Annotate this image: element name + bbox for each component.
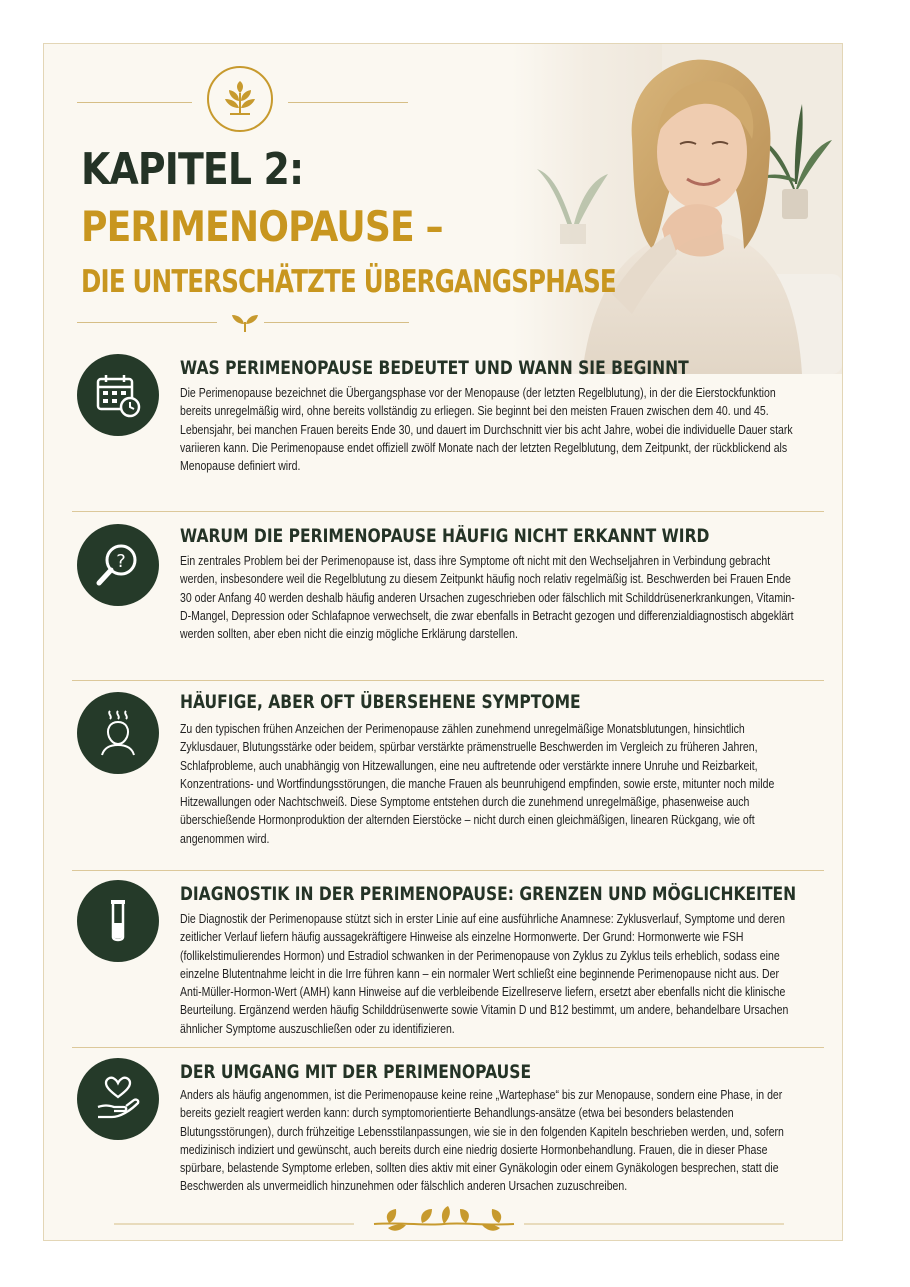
title-rule-left: [77, 322, 217, 323]
chapter-subtitle-main: PERIMENOPAUSE –: [81, 202, 443, 251]
section-text: Zu den typischen frühen Anzeichen der Perimenopause zählen zunehmend unregelmäßige Monatsblutungen, hinsichtlich Zyklusdauer, Blutungsstärke oder beidem, spürbar verstärkte prämenstruelle Beschwerden im Vergleich zu früheren Jahren, Schlafprobleme, auch unabhängig von Hitzewallungen, eine neu auftretende oder verstärkte innere Unruhe und Reizbarkeit, Konzentrations- und Wortfindungsstörungen, die manche Frauen als beunruhigend empfinden, sowie erste, mitunter noch milde Hitzewallungen oder Nachtschweiß. Diese Symptome entstehen durch die zunehmend unregelmäßige, phasenweise auch überschießende Hormonproduktion der alternden Eierstöcke – nicht durch einen gleichmäßigen, linearen Rückgang, wie oft angenommen wird.: [180, 722, 775, 846]
chapter-page: [43, 43, 843, 1241]
footer-leaf-ornament-icon: [44, 1204, 843, 1234]
section-heading: WAS PERIMENOPAUSE BEDEUTET UND WANN SIE BEGINNT: [180, 358, 689, 379]
chapter-title: KAPITEL 2:: [81, 144, 304, 195]
section-divider: [72, 1047, 824, 1048]
section-divider: [72, 511, 824, 512]
leaf-emblem-icon: [207, 66, 273, 132]
sprout-ornament-icon: [230, 312, 260, 334]
section-text: Ein zentrales Problem bei der Perimenopause ist, dass ihre Symptome oft nicht mit den Wechseljahren in Verbindung gebracht werden, insbesondere weil die Regelblutung zu diesem Zeitpunkt häufig noch relativ regelmäßig ist. Beschwerden bei Frauen Ende 30 oder Anfang 40 werden deshalb häufig anderen Ursachen zugeschrieben oder fälschlich mit Schilddrüsenerkrankungen, Vitamin-D-Mangel, Depression oder Schlafapnoe verwechselt, die zwar ebenfalls in Betracht gezogen und differenzialdiagnostisch abgeklärt werden sollten, aber eben nicht die einzig mögliche Erklärung darstellen.: [180, 554, 795, 642]
section-text: Die Perimenopause bezeichnet die Übergangsphase vor der Menopause (der letzten Regelblutung), in der die Eierstockfunktion bereits unregelmäßig wird, ohne bereits vollständig zu erliegen. Sie beginnt bei den meisten Frauen zwischen dem 40. und 45. Lebensjahr, bei manchen Frauen bereits Ende 30, und dauert im Durchschnitt vier bis acht Jahre, wobei die individuelle Dauer stark variieren kann. Die Perimenopause endet offiziell zwölf Monate nach der letzten Regelblutung, dem Zeitpunkt, der rückblickend als Menopause definiert wird.: [180, 386, 793, 474]
calendar-clock-icon: [77, 354, 159, 436]
header-rule-right: [288, 102, 408, 103]
section-text: Anders als häufig angenommen, ist die Perimenopause keine reine „Wartephase“ bis zur Menopause, sondern eine Phase, in der bereits gezielt reagiert werden kann: durch symptomorientierte Behandlungs-ansätze (etwa bei besonders belastenden Blutungsstörungen), durch frühzeitige Lebensstilanpassungen, wie sie in den folgenden Kapiteln beschrieben werden, und, sofern medizinisch indiziert und gewünscht, auch bereits durch eine niedrig dosierte Hormonbehandlung. Frauen, die in dieser Phase spürbare, belastende Symptome erleben, sollten dies aktiv mit einer Gynäkologin oder einem Gynäkologen besprechen, statt die Beschwerden als unvermeidlich hinzunehmen oder fälschlich anderen Ursachen zuzuschreiben.: [180, 1088, 784, 1194]
section-divider: [72, 870, 824, 871]
test-tube-icon: [77, 880, 159, 962]
section-divider: [72, 680, 824, 681]
section-heading: DIAGNOSTIK IN DER PERIMENOPAUSE: GRENZEN UND MÖGLICHKEITEN: [180, 884, 797, 905]
section-heading: DER UMGANG MIT DER PERIMENOPAUSE: [180, 1062, 532, 1083]
magnifier-question-icon: [77, 524, 159, 606]
header-rule-left: [77, 102, 192, 103]
hand-heart-icon: [77, 1058, 159, 1140]
svg-text:?: ?: [116, 551, 126, 572]
header-photo: [512, 44, 842, 374]
title-rule-right: [264, 322, 409, 323]
section-heading: HÄUFIGE, ABER OFT ÜBERSEHENE SYMPTOME: [180, 692, 581, 713]
section-heading: WARUM DIE PERIMENOPAUSE HÄUFIG NICHT ERKANNT WIRD: [180, 526, 710, 547]
section-text: Die Diagnostik der Perimenopause stützt sich in erster Linie auf eine ausführliche Anamnese: Zyklusverlauf, Symptome und deren zeitlicher Verlauf liefern häufig aussagekräftigere Hinweise als einzelne Hormonwerte. Der Grund: Hormonwerte wie FSH (follikelstimulierendes Hormon) und Estradiol schwanken in der Perimenopause von Zyklus zu Zyklus teils erheblich, sodass eine einzelne Blutentnahme leicht in die Irre führen kann – ein normaler Wert schließt eine beginnende Perimenopause nicht aus. Der Anti-Müller-Hormon-Wert (AMH) kann Hinweise auf die verbleibende Eizellreserve liefern, ersetzt aber ebenfalls nicht die klinische Beurteilung. Ergänzend werden häufig Schilddrüsenwerte sowie Vitamin D und B12 bestimmt, um andere, behandelbare Ursachen ähnlicher Symptome auszuschließen oder zu identifizieren.: [180, 912, 789, 1036]
plant-left-icon: [537, 169, 608, 244]
chapter-subtitle-sub: DIE UNTERSCHÄTZTE ÜBERGANGSPHASE: [81, 264, 616, 300]
woman-portrait-image: [512, 44, 842, 374]
woman-heat-icon: [77, 692, 159, 774]
